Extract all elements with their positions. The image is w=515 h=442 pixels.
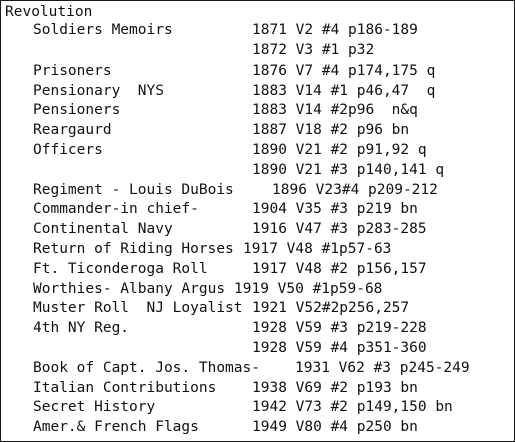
entry-subject: Officers — [33, 141, 103, 158]
index-heading: Revolution — [5, 4, 93, 20]
entry-reference: 1890 V21 #2 p91,92 q — [252, 141, 427, 158]
entry-subject: Amer.& French Flags — [33, 419, 199, 436]
entry-reference: 1928 V59 #3 p219-228 — [252, 320, 427, 337]
entry-subject: Pensionary NYS — [33, 82, 164, 99]
entry-subject: 4th NY Reg. — [33, 320, 130, 337]
entry-subject: Commander-in chief- — [33, 201, 199, 218]
entry-subject: Return of Riding Horses — [33, 240, 234, 257]
index-entry — [1, 141, 514, 161]
index-entry — [1, 418, 514, 438]
entry-reference: 1883 V14 #1 p46,47 q — [252, 82, 436, 99]
index-entry — [1, 181, 514, 201]
index-entry — [1, 319, 514, 339]
index-entry — [1, 101, 514, 121]
index-entries — [1, 21, 514, 438]
entry-reference: 1938 V69 #2 p193 bn — [252, 379, 418, 396]
entry-subject: Continental Navy — [33, 221, 173, 238]
index-entry — [1, 21, 514, 41]
entry-subject: Soldiers Memoirs — [33, 22, 173, 38]
index-entry — [1, 121, 514, 141]
entry-reference: 1917 V48 #2 p156,157 — [252, 260, 427, 277]
index-entry — [1, 200, 514, 220]
entry-subject: Book of Capt. Jos. Thomas- — [33, 359, 260, 376]
entry-subject: Muster Roll NJ Loyalist — [33, 300, 243, 317]
index-entry — [1, 41, 514, 61]
entry-reference: 1916 V47 #3 p283-285 — [252, 221, 427, 238]
entry-reference: 1904 V35 #3 p219 bn — [252, 201, 418, 218]
entry-reference: 1921 V52#2p256,257 — [252, 300, 410, 317]
index-entry — [1, 161, 514, 181]
index-entry — [1, 379, 514, 399]
index-entry — [1, 398, 514, 418]
entry-subject: Secret History — [33, 399, 156, 416]
index-entry — [1, 260, 514, 280]
index-entry — [1, 240, 514, 260]
entry-subject: Worthies- Albany Argus — [33, 280, 226, 297]
entry-subject: Regiment - Louis DuBois — [33, 181, 234, 198]
entry-subject: Reargaurd — [33, 122, 112, 139]
entry-reference: 1931 V62 #3 p245-249 — [295, 359, 470, 376]
index-entry — [1, 220, 514, 240]
index-entry — [1, 339, 514, 359]
index-entry — [1, 359, 514, 379]
index-entry — [1, 61, 514, 82]
index-entry — [1, 82, 514, 102]
entry-subject: Pensioners — [33, 102, 121, 119]
index-entry — [1, 280, 514, 300]
entry-reference: 1871 V2 #4 p186-189 — [252, 22, 418, 38]
entry-reference: 1942 V73 #2 p149,150 bn — [252, 399, 453, 416]
entry-reference: 1890 V21 #3 p140,141 q — [252, 161, 445, 178]
entry-reference: 1872 V3 #1 p32 — [252, 41, 375, 58]
entry-reference: 1919 V50 #1p59-68 — [234, 280, 383, 297]
entry-reference: 1883 V14 #2p96 n&q — [252, 102, 418, 119]
entry-subject: Ft. Ticonderoga Roll — [33, 260, 208, 277]
entry-reference: 1887 V18 #2 p96 bn — [252, 122, 410, 139]
entry-reference: 1928 V59 #4 p351-360 — [252, 339, 427, 356]
index-entry — [1, 299, 514, 319]
entry-subject: Italian Contributions — [33, 379, 217, 396]
entry-reference: 1917 V48 #1p57-63 — [243, 240, 392, 257]
entry-subject: Prisoners — [33, 62, 112, 79]
entry-reference: 1876 V7 #4 p174,175 q — [252, 62, 436, 79]
entry-reference: 1949 V80 #4 p250 bn — [252, 419, 418, 436]
entry-reference: 1896 V23#4 p209-212 — [272, 181, 438, 198]
